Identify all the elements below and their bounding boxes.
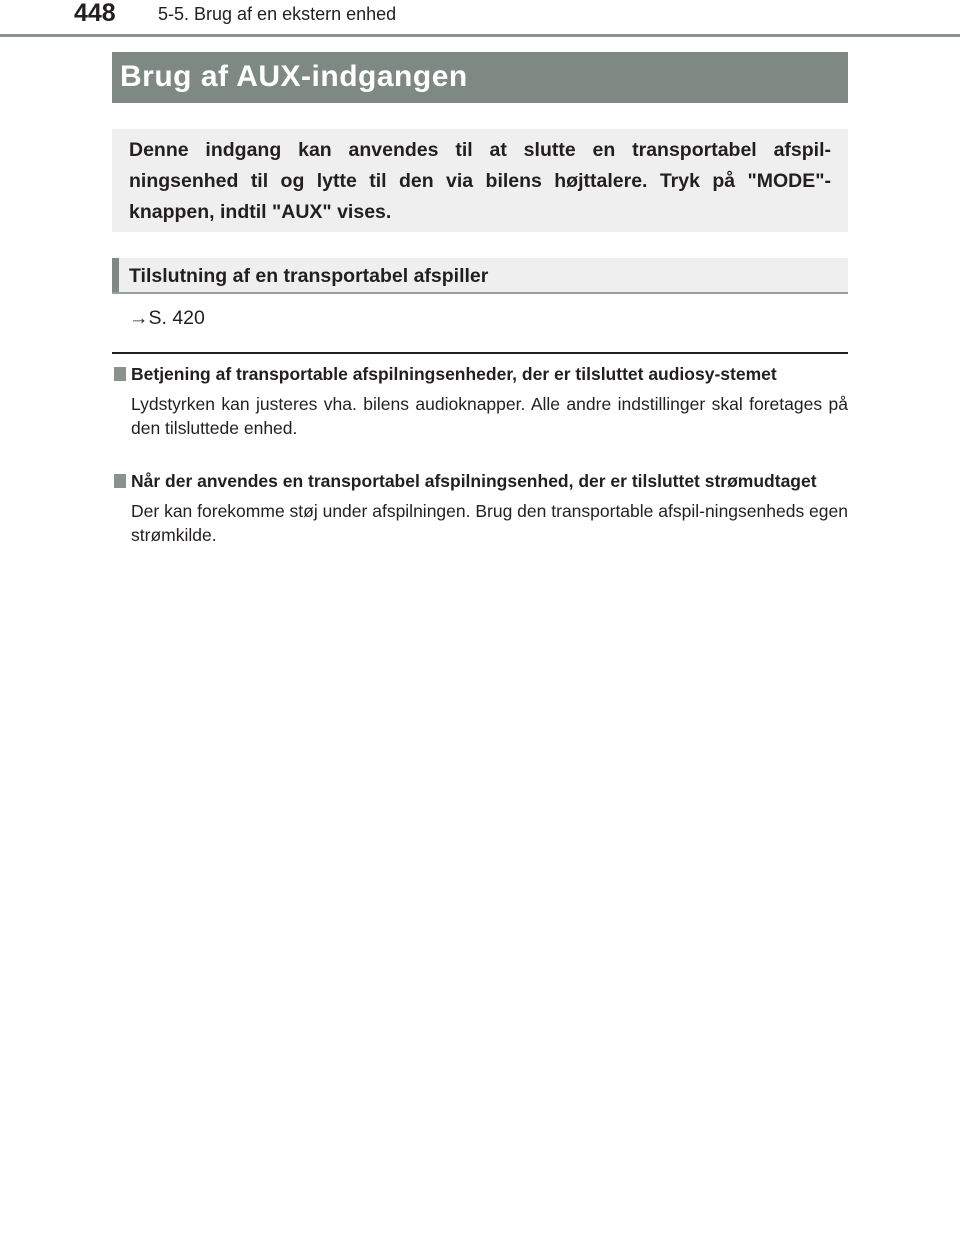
note-body: Der kan forekomme støj under afspilningen. Brug den transportable afspil-ningsenheds egen strømkilde. [131,501,848,545]
subheading-bar [112,258,848,294]
page-reference-link[interactable]: →S. 420 [129,307,205,329]
intro-box [112,129,848,232]
square-bullet-icon [114,367,126,381]
subheading-title: Tilslutning af en transportabel afspiller [129,265,489,287]
note-item [112,362,848,440]
intro-text: Denne indgang kan anvendes til at slutte en transportabel afspil-ningsenhed til og lytte til den via bilens højttalere. Tryk på "MODE"-knappen, indtil "AUX" vises. [129,139,831,223]
notes-divider [112,352,848,354]
note-item [112,469,848,547]
header-divider [0,34,960,37]
page-title: Brug af AUX-indgangen [120,60,468,93]
section-title: 5-5. Brug af en ekstern enhed [158,4,397,24]
subheading-accent [112,258,119,292]
note-body: Lydstyrken kan justeres vha. bilens audioknapper. Alle andre indstillinger skal foretages på den tilsluttede enhed. [131,394,848,438]
note-heading: Betjening af transportable afspilningsenheder, der er tilsluttet audiosy-stemet [131,364,777,384]
note-heading: Når der anvendes en transportabel afspilningsenhed, der er tilsluttet strømudtaget [131,471,817,491]
title-bar [112,52,848,103]
square-bullet-icon [114,474,126,488]
page-number: 448 [74,0,116,27]
